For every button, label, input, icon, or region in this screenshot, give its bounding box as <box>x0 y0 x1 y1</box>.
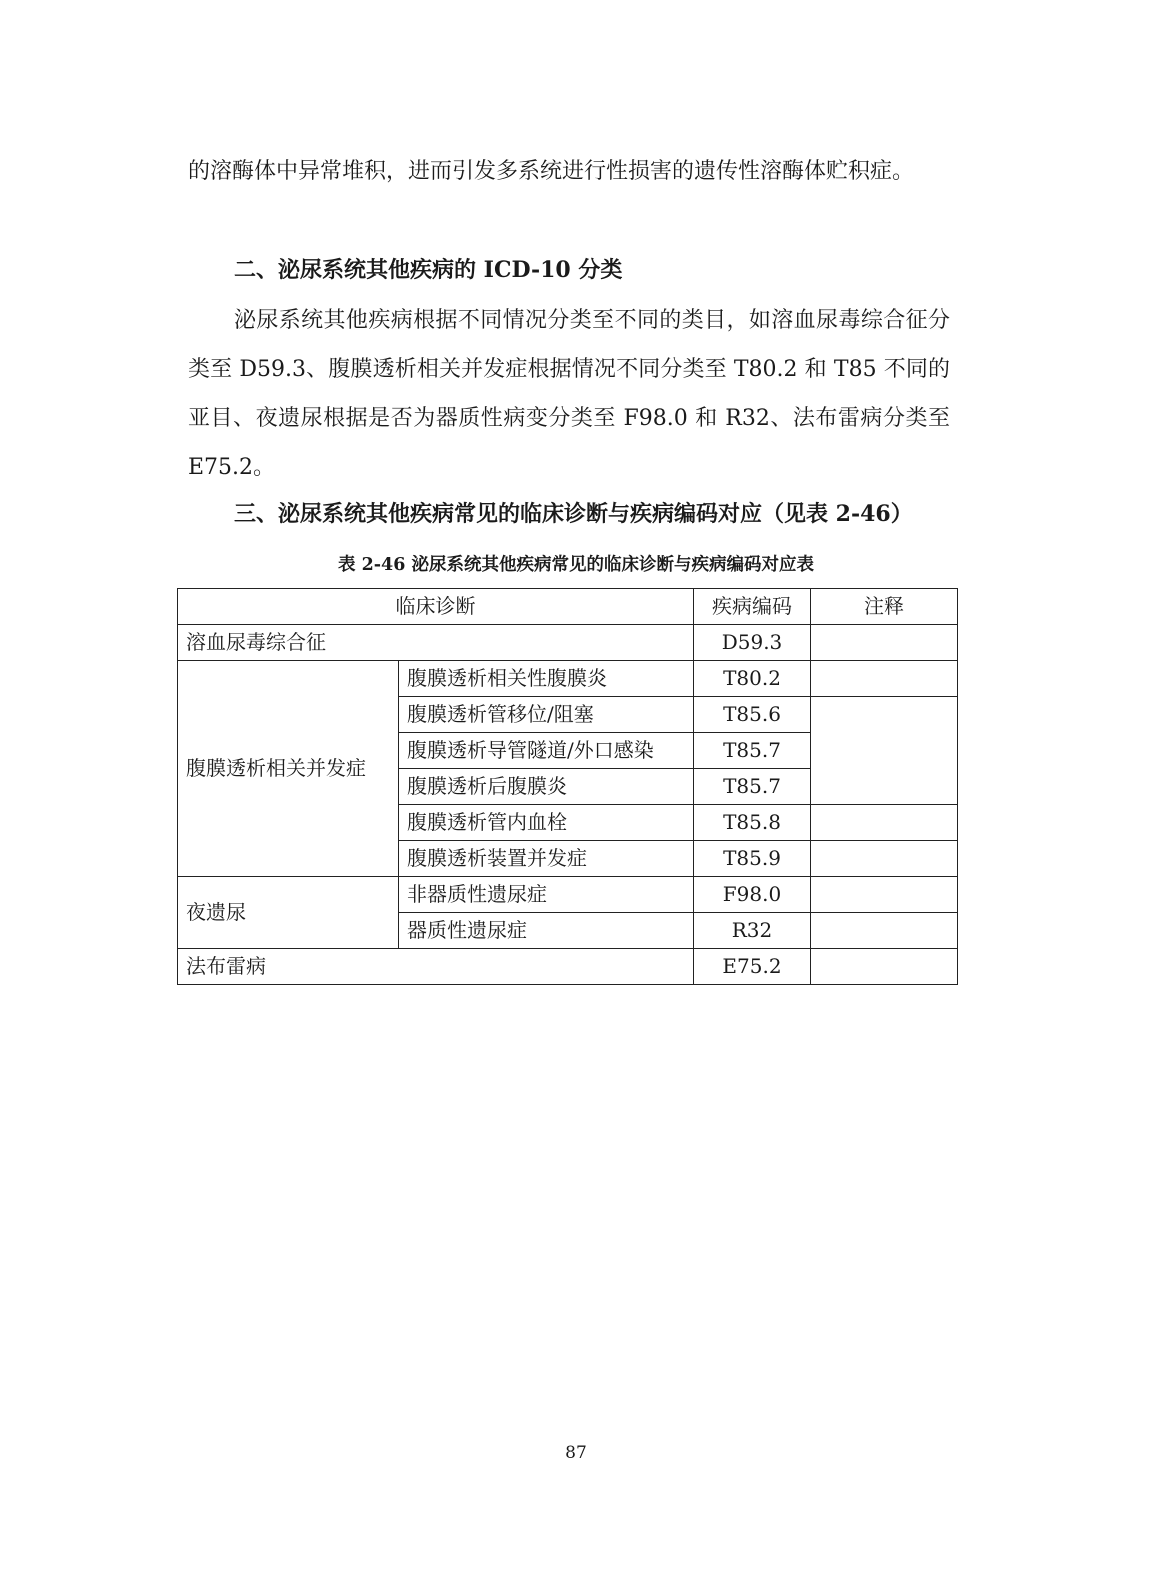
note-cell <box>811 697 958 805</box>
diagnosis-cell: 器质性遗尿症 <box>399 913 694 949</box>
table-row <box>178 625 958 661</box>
group-cell-enuresis: 夜遗尿 <box>178 877 399 949</box>
table-header-row <box>178 589 958 625</box>
code-cell: T85.6 <box>694 697 811 733</box>
note-cell <box>811 841 958 877</box>
note-cell <box>811 661 958 697</box>
page-number: 87 <box>565 1443 587 1463</box>
intro-paragraph: 的溶酶体中异常堆积，进而引发多系统进行性损害的遗传性溶酶体贮积症。 <box>188 159 915 184</box>
classification-paragraph: 泌尿系统其他疾病根据不同情况分类至不同的类目，如溶血尿毒综合征分类至 D59.3、腹膜透析相关并发症根据情况不同分类至 T80.2 和 T85 不同的亚目、夜遗尿根据是否为器质性病变分类至 F98.0 和 R32、法布雷病分类至 E75.2。 <box>188 308 950 480</box>
note-cell <box>811 625 958 661</box>
section-heading-2: 二、泌尿系统其他疾病的 ICD-10 分类 <box>234 257 623 283</box>
diagnosis-cell: 腹膜透析后腹膜炎 <box>399 769 694 805</box>
code-cell: T85.8 <box>694 805 811 841</box>
note-cell <box>811 805 958 841</box>
diagnosis-cell: 腹膜透析相关性腹膜炎 <box>399 661 694 697</box>
table-row <box>178 661 958 697</box>
diagnosis-code-table <box>177 588 958 985</box>
table-row <box>178 949 958 985</box>
diagnosis-cell: 腹膜透析管移位/阻塞 <box>399 697 694 733</box>
diagnosis-cell: 溶血尿毒综合征 <box>178 625 694 661</box>
diagnosis-cell: 腹膜透析装置并发症 <box>399 841 694 877</box>
section-heading-3: 三、泌尿系统其他疾病常见的临床诊断与疾病编码对应（见表 2-46） <box>234 501 913 527</box>
note-cell <box>811 913 958 949</box>
code-cell: T85.7 <box>694 733 811 769</box>
code-cell: E75.2 <box>694 949 811 985</box>
code-cell: T85.7 <box>694 769 811 805</box>
diagnosis-cell: 腹膜透析导管隧道/外口感染 <box>399 733 694 769</box>
note-cell <box>811 949 958 985</box>
note-cell <box>811 877 958 913</box>
table-row <box>178 877 958 913</box>
diagnosis-cell: 腹膜透析管内血栓 <box>399 805 694 841</box>
code-cell: F98.0 <box>694 877 811 913</box>
code-cell: R32 <box>694 913 811 949</box>
header-diagnosis: 临床诊断 <box>178 589 694 625</box>
code-cell: T85.9 <box>694 841 811 877</box>
header-note: 注释 <box>811 589 958 625</box>
code-cell: T80.2 <box>694 661 811 697</box>
diagnosis-cell: 法布雷病 <box>178 949 694 985</box>
table-caption: 表 2-46 泌尿系统其他疾病常见的临床诊断与疾病编码对应表 <box>338 555 814 575</box>
header-code: 疾病编码 <box>694 589 811 625</box>
diagnosis-cell: 非器质性遗尿症 <box>399 877 694 913</box>
group-cell-peritoneal-dialysis: 腹膜透析相关并发症 <box>178 661 399 877</box>
code-cell: D59.3 <box>694 625 811 661</box>
